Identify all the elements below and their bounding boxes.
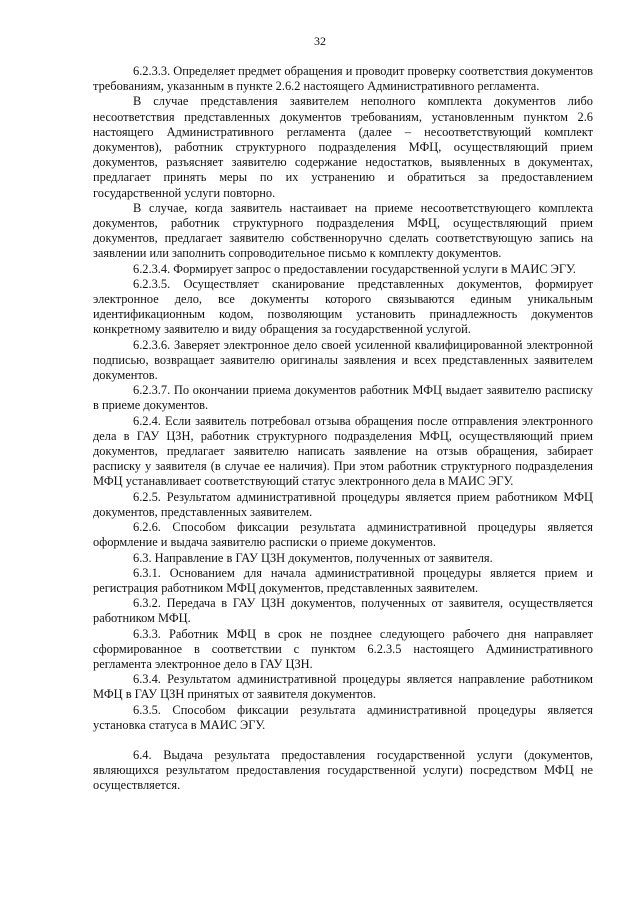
paragraph-6-2-3-4: 6.2.3.4. Формирует запрос о предоставлении государственной услуги в МАИС ЭГУ. [133,261,576,276]
paragraph-6-2-3-6: 6.2.3.6. Заверяет электронное дело своей усиленной квалифицированной электронной подписью, возвращает заявителю оригиналы заявления и всех представленных заявителем документов. [93,337,593,383]
document-body [93,64,593,794]
page-number: 32 [314,34,326,48]
paragraph-6-3-1: 6.3.1. Основанием для начала административной процедуры является прием и регистрация работником МФЦ документов, представленных заявителем. [93,565,593,595]
paragraph-6-3-2: 6.3.2. Передача в ГАУ ЦЗН документов, полученных от заявителя, осуществляется работником МФЦ. [93,596,593,626]
paragraph-6-2-4: 6.2.4. Если заявитель потребовал отзыва обращения после отправления электронного дела в ГАУ ЦЗН, работник структурного подразделения МФЦ, осуществляющий прием документов, предлагает заявителю написать заявление на отзыв обращения, забирает расписку у заявителя (в случае ее наличия). При этом работник структурного подразделения МФЦ устанавливает соответствующий статус электронного дела в МАИС ЭГУ. [93,413,593,489]
paragraph-6-3-3: 6.3.3. Работник МФЦ в срок не позднее следующего рабочего дня направляет сформированное в соответствии с пунктом 6.2.3.5 настоящего Административного регламента электронное дело в ГАУ ЦЗН. [93,626,593,671]
paragraph-6-2-3-7: 6.2.3.7. По окончании приема документов работник МФЦ выдает заявителю расписку в приеме документов. [93,383,593,413]
paragraph-6-3: 6.3. Направление в ГАУ ЦЗН документов, полученных от заявителя. [133,550,493,565]
paragraph-applicant-insists: В случае, когда заявитель настаивает на приеме несоответствующего комплекта документов, работник структурного подразделения МФЦ, осуществляющий прием документов, предлагает заявителю собственноручно сделать соответствующую запись на заявлении или заполнить сопроводительное письмо к комплекту документов. [93,200,593,261]
paragraph-incomplete-documents: В случае представления заявителем неполного комплекта документов либо несоответствия представленных документов требованиям, установленным пунктом 2.6 настоящего Административного регламента (далее – несоответствующий комплект документов), работник структурного подразделения МФЦ, осуществляющий прием документов, разъясняет заявителю содержание недостатков, выявленных в документах, предлагает принять меры по их устранению и обратиться за предоставлением государственной услуги повторно. [93,94,593,200]
paragraph-6-2-3-5: 6.2.3.5. Осуществляет сканирование представленных документов, формирует электронное дело, все документы которого связываются единым уникальным идентификационным кодом, позволяющим установить принадлежность документов конкретному заявителю и виду обращения за государственной услугой. [93,276,593,337]
paragraph-6-2-5: 6.2.5. Результатом административной процедуры является прием работником МФЦ документов, представленных заявителем. [93,489,593,519]
paragraph-6-3-4: 6.3.4. Результатом административной процедуры является направление работником МФЦ в ГАУ ЦЗН принятых от заявителя документов. [93,672,593,702]
paragraph-6-3-5: 6.3.5. Способом фиксации результата административной процедуры является установка статуса в МАИС ЭГУ. [93,702,593,732]
paragraph-6-2-3-3: 6.2.3.3. Определяет предмет обращения и проводит проверку соответствия документов требованиям, указанным в пункте 2.6.2 настоящего Административного регламента. [93,64,593,94]
paragraph-6-2-6: 6.2.6. Способом фиксации результата административной процедуры является оформление и выдача заявителю расписки о приеме документов. [93,520,593,550]
paragraph-6-4: 6.4. Выдача результата предоставления государственной услуги (документов, являющихся результатом предоставления государственной услуги) посредством МФЦ не осуществляется. [93,747,593,793]
